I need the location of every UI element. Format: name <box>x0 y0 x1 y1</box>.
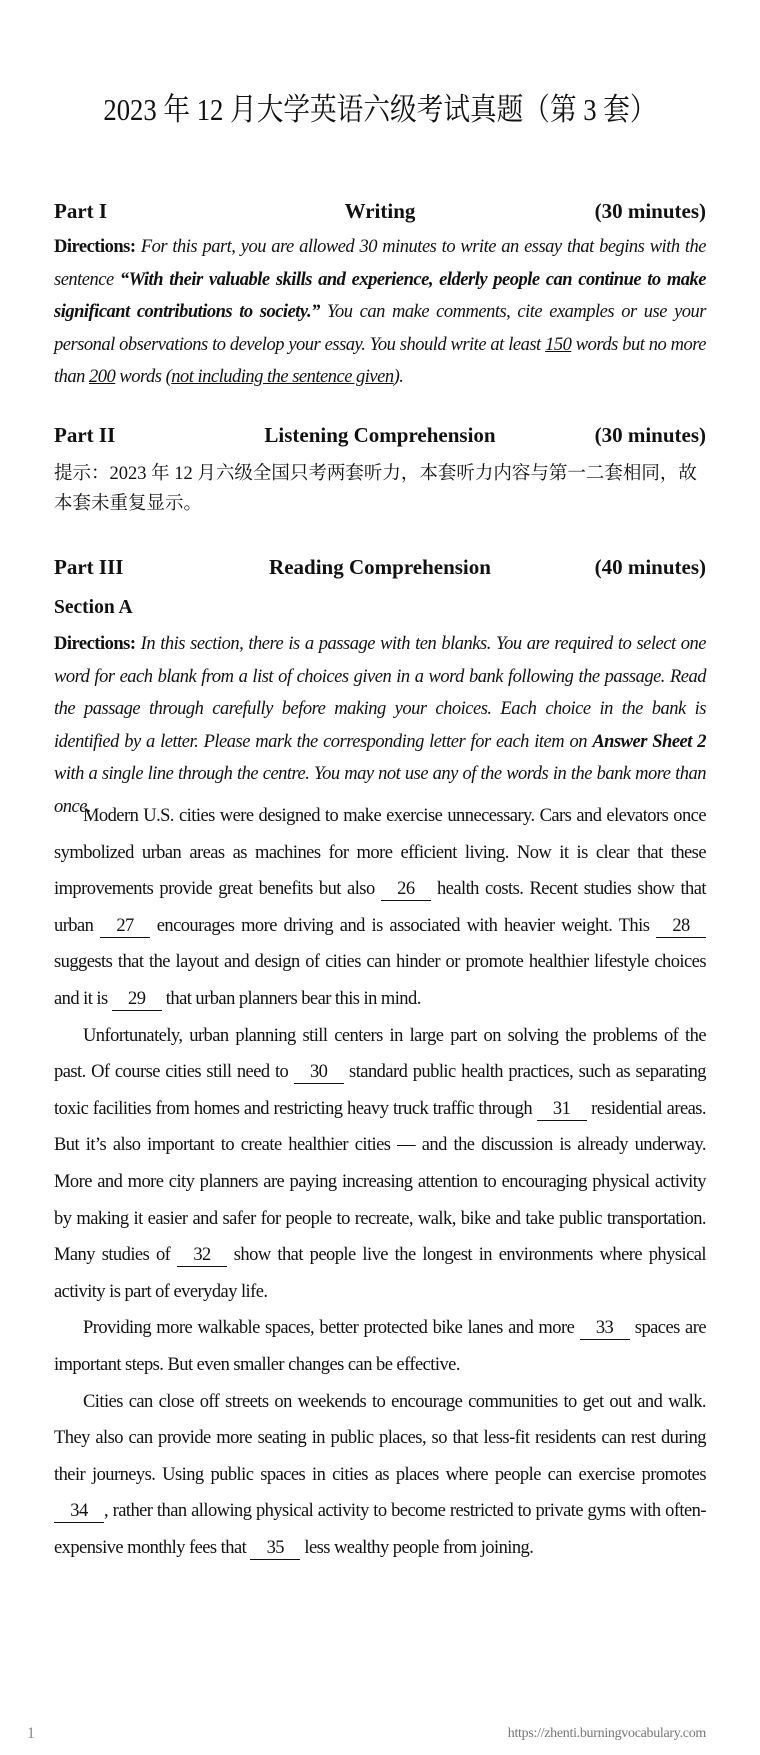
passage-text: Unfortunately, urban planning still centers in large part on solving the problems of the past. Of course cities still need to <box>54 1025 706 1083</box>
passage-text: spaces are important steps. But even smaller changes can be effective. <box>54 1318 706 1375</box>
blank-27[interactable]: 27 <box>100 915 150 938</box>
passage-paragraph <box>54 798 706 1018</box>
blank-30[interactable]: 30 <box>294 1061 344 1084</box>
part1-directions <box>54 231 706 394</box>
listening-note: 提示：2023 年 12 月六级全国只考两套听力，本套听力内容与第一二套相同，故本套未重复显示。 <box>54 464 697 514</box>
part1-header <box>54 196 706 226</box>
footer-url-link[interactable]: https://zhenti.burningvocabulary.com <box>507 1726 706 1741</box>
directions-text: You can make comments, cite examples or use your personal observations to develop your essay. You should write at least <box>54 302 706 355</box>
passage-text: less wealthy people from joining. <box>300 1537 534 1558</box>
directions-text: For this part, you are allowed 30 minutes to write an essay that begins with the sentence <box>54 237 706 290</box>
part3-label: Part III <box>54 555 124 579</box>
passage-text: suggests that the layout and design of cities can hinder or promote healthier lifestyle choices and it is <box>54 952 706 1009</box>
blank-35[interactable]: 35 <box>250 1537 300 1560</box>
passage-text: Modern U.S. cities were designed to make exercise unnecessary. Cars and elevators once symbolized urban areas as machines for more efficient living. Now it is clear that these improvements provide great benefits but also <box>54 806 706 900</box>
directions-text: In this section, there is a passage with ten blanks. You are required to select one word for each blank from a list of choices given in a word bank following the passage. Read the passage through carefully before making your choices. Each choice in the bank is identified by a letter. Please mark the corresponding letter for each item on <box>54 634 706 752</box>
passage-text: Cities can close off streets on weekends to encourage communities to get out and walk. They also can provide more seating in public places, so that less-fit residents can rest during their journeys. Using public spaces in cities as places where people can exercise promotes <box>54 1391 706 1485</box>
passage-paragraph <box>54 1384 706 1567</box>
directions-label: Directions: <box>54 237 136 257</box>
directions-text: words but no more than <box>54 334 707 387</box>
part1-name: Writing <box>344 199 416 223</box>
part2-name: Listening Comprehension <box>264 423 496 447</box>
answer-sheet-label: Answer Sheet 2 <box>592 731 706 752</box>
passage-paragraph <box>54 1310 706 1383</box>
directions-text: words ( <box>115 367 172 387</box>
page-title: 2023 年 12 月大学英语六级考试真题（第 3 套） <box>103 92 657 127</box>
directions-text: ). <box>393 367 404 387</box>
passage-text: residential areas. But it’s also important to create healthier cities — and the discussion is already underway. More and more city planners are paying increasing attention to encouraging physical activity by making it easier and safer for people to recreate, walk, bike and take public transportation. Many studies of <box>54 1098 706 1266</box>
part2-time: (30 minutes) <box>594 423 706 447</box>
blank-33[interactable]: 33 <box>580 1317 630 1340</box>
blank-26[interactable]: 26 <box>381 878 431 901</box>
part2-label: Part II <box>54 423 116 447</box>
part3-directions <box>54 628 706 823</box>
max-word-count: 200 <box>89 367 116 387</box>
part1-time: (30 minutes) <box>594 199 706 223</box>
blank-34[interactable]: 34 <box>54 1500 104 1523</box>
reading-passage <box>54 798 706 1566</box>
part3-name: Reading Comprehension <box>269 555 491 579</box>
passage-text: health costs. Recent studies show that urban <box>54 879 706 936</box>
min-word-count: 150 <box>545 334 572 355</box>
passage-text: encourages more driving and is associated with heavier weight. This <box>150 915 657 936</box>
part1-label: Part I <box>54 199 108 223</box>
passage-paragraph <box>54 1018 706 1311</box>
passage-text: standard public health practices, such as separating toxic facilities from homes and restricting heavy truck traffic through <box>54 1062 706 1119</box>
passage-text: Providing more walkable spaces, better protected bike lanes and more <box>83 1318 580 1339</box>
passage-text: that urban planners bear this in mind. <box>161 988 421 1009</box>
section-a-label: Section A <box>54 597 133 618</box>
part3-header <box>54 552 706 582</box>
passage-text: show that people live the longest in environments where physical activity is part of everyday life. <box>54 1245 706 1302</box>
not-including-note: not including the sentence given <box>171 367 394 387</box>
part3-time: (40 minutes) <box>594 555 706 579</box>
blank-32[interactable]: 32 <box>177 1244 227 1267</box>
page-number: 1 <box>27 1725 35 1742</box>
essay-prompt-quote: “With their valuable skills and experience, elderly people can continue to make significant contributions to society.” <box>54 269 707 322</box>
blank-31[interactable]: 31 <box>537 1098 587 1121</box>
blank-29[interactable]: 29 <box>112 988 162 1011</box>
blank-28[interactable]: 28 <box>656 915 706 938</box>
directions-label: Directions: <box>54 634 136 654</box>
part2-header <box>54 420 706 450</box>
passage-text: , rather than allowing physical activity to become restricted to private gyms with often-expensive monthly fees that <box>54 1501 706 1558</box>
directions-text: with a single line through the centre. You may not use any of the words in the bank more than once. <box>54 764 706 817</box>
